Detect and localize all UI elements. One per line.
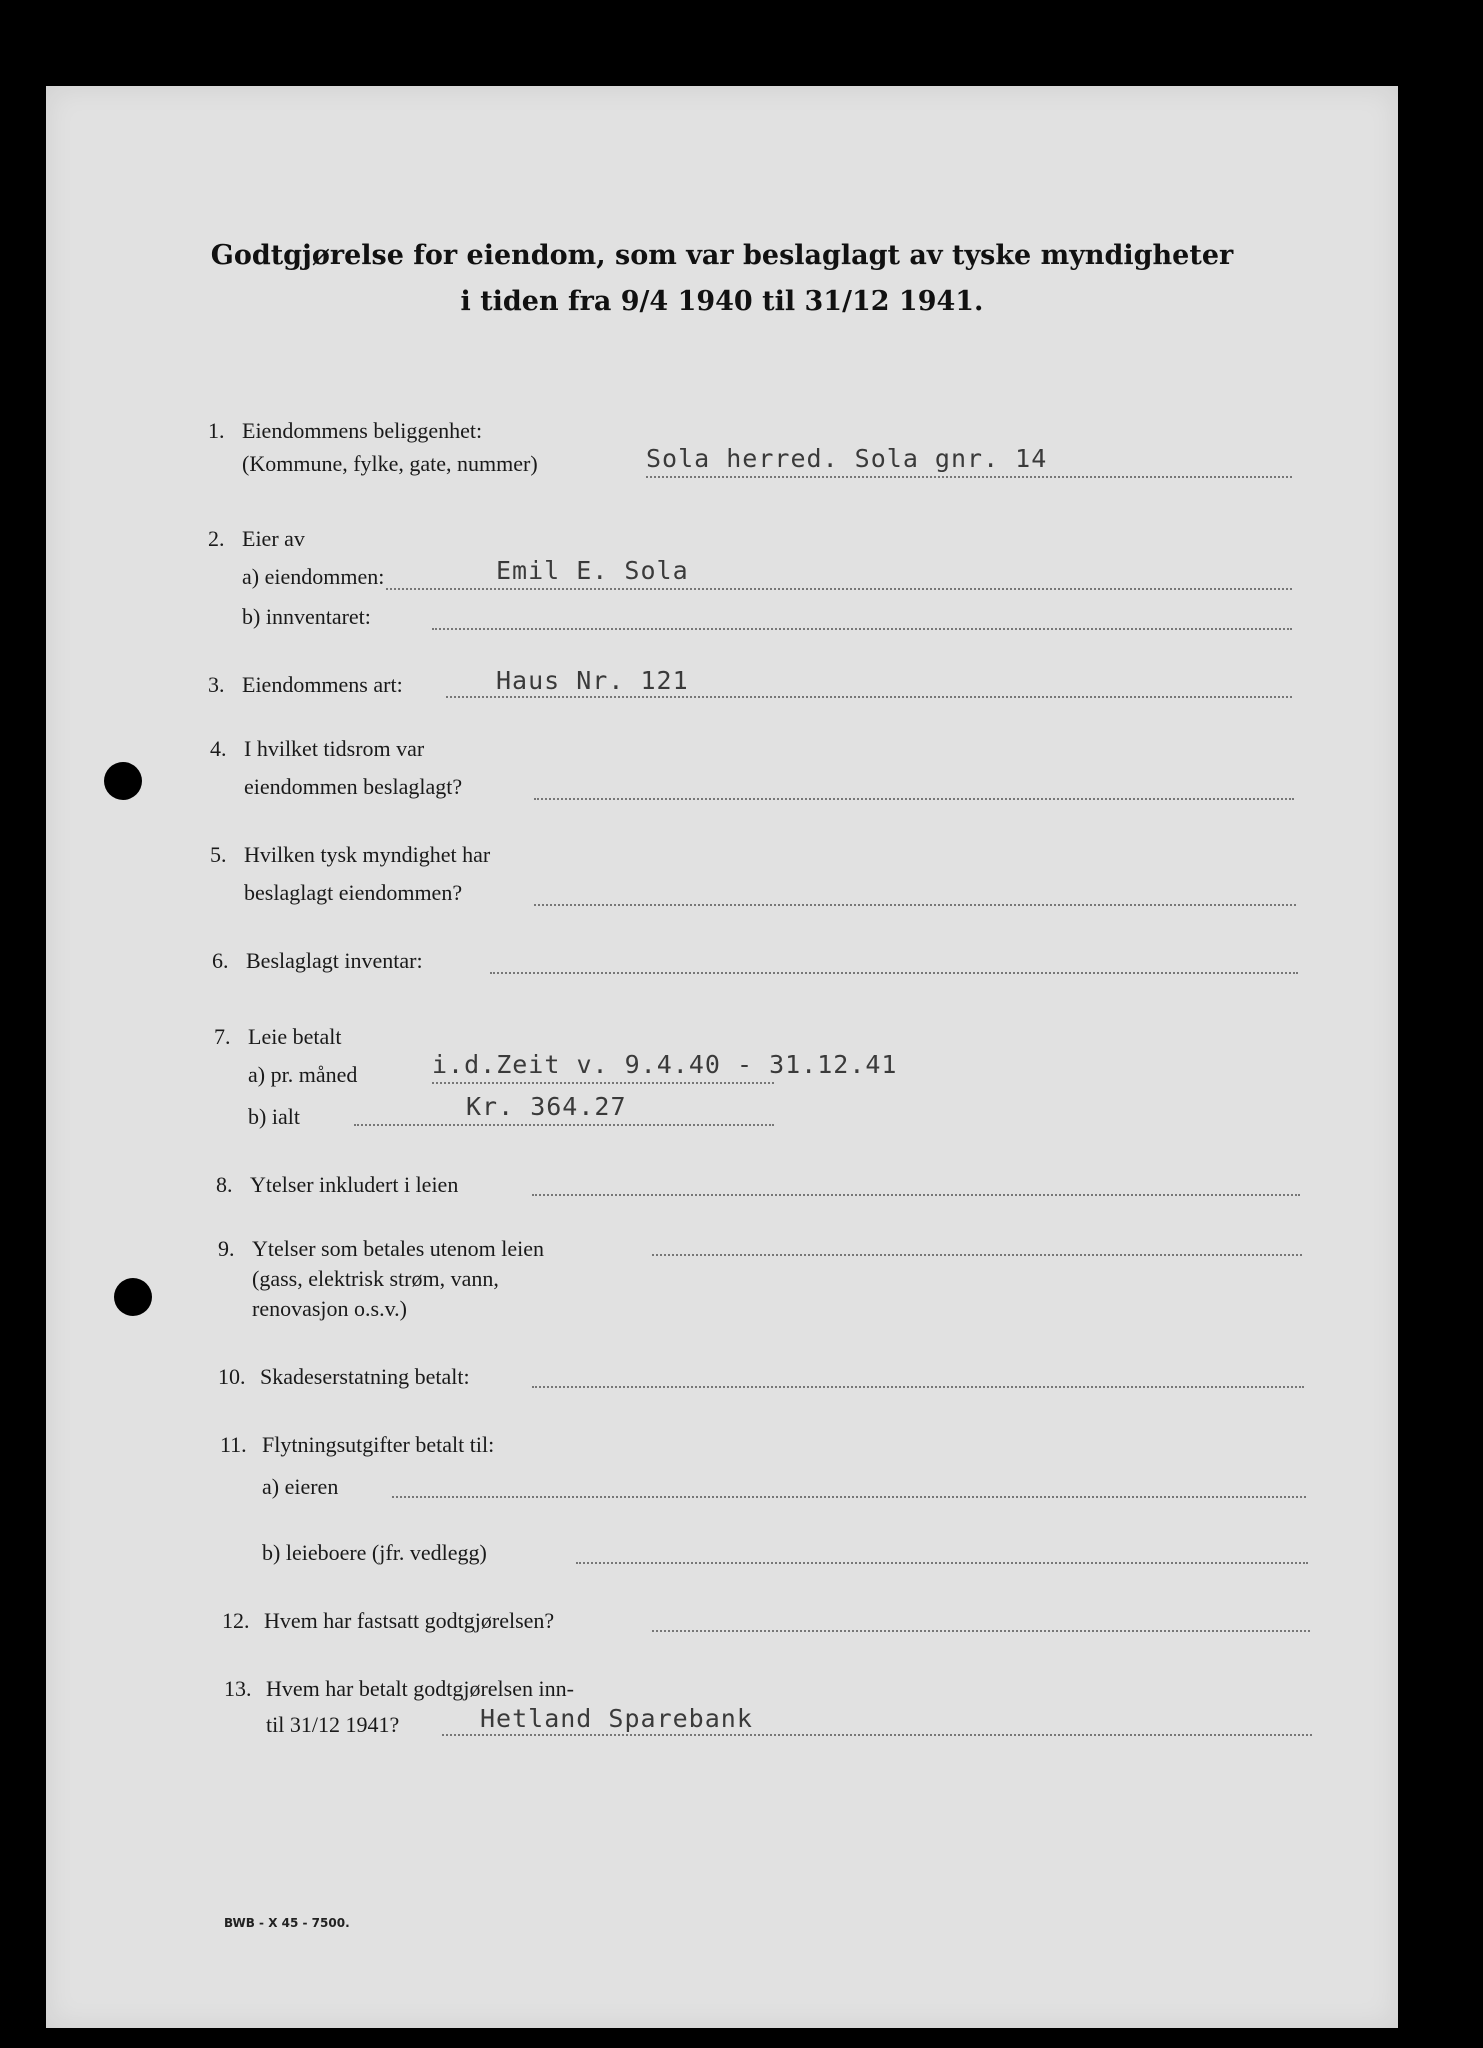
q2a-label: a) eiendommen: xyxy=(242,564,385,589)
q7-label: Leie betalt xyxy=(248,1024,342,1049)
q7a-answer-line xyxy=(432,1082,774,1084)
q1-answer-line xyxy=(646,476,1292,478)
q4-sublabel: eiendommen beslaglagt? xyxy=(244,774,463,799)
q13-label: Hvem har betalt godtgjørelsen inn- xyxy=(266,1676,574,1701)
form-title-line2: i tiden fra 9/4 1940 til 31/12 1941. xyxy=(460,286,984,317)
q10-answer-line xyxy=(532,1386,1304,1388)
q1-number: 1. xyxy=(208,418,225,443)
q11a-answer-line xyxy=(392,1496,1306,1498)
q6-number: 6. xyxy=(212,948,229,973)
q8-answer-line xyxy=(532,1194,1300,1196)
q4-answer-line xyxy=(534,798,1294,800)
q7a-label: a) pr. måned xyxy=(248,1062,358,1087)
q9-sublabel-1: (gass, elektrisk strøm, vann, xyxy=(252,1266,499,1291)
q9-number: 9. xyxy=(218,1236,235,1261)
punch-hole-upper xyxy=(104,762,142,800)
q12-label: Hvem har fastsatt godtgjørelsen? xyxy=(264,1608,555,1633)
q8-number: 8. xyxy=(216,1172,233,1197)
q12-answer-line xyxy=(652,1630,1310,1632)
q5-number: 5. xyxy=(210,842,227,867)
q9-label: Ytelser som betales utenom leien xyxy=(252,1236,545,1261)
q8-label: Ytelser inkludert i leien xyxy=(250,1172,459,1197)
q7b-answer-line xyxy=(354,1124,774,1126)
q13-answer-line xyxy=(442,1734,1312,1736)
q6-label: Beslaglagt inventar: xyxy=(246,948,423,973)
q3-number: 3. xyxy=(208,672,225,697)
q13-sublabel: til 31/12 1941? xyxy=(266,1712,400,1737)
q2-number: 2. xyxy=(208,526,225,551)
punch-hole-lower xyxy=(114,1278,152,1316)
q3-answer: Haus Nr. 121 xyxy=(496,666,689,695)
q5-sublabel: beslaglagt eiendommen? xyxy=(244,880,463,905)
q9-answer-line xyxy=(652,1254,1302,1256)
form-sheet xyxy=(46,86,1398,2028)
q11-number: 11. xyxy=(220,1432,247,1457)
q11a-label: a) eieren xyxy=(262,1474,339,1499)
q7-number: 7. xyxy=(214,1024,231,1049)
q2a-answer: Emil E. Sola xyxy=(496,556,689,585)
q5-answer-line xyxy=(534,904,1296,906)
form-footer-code: BWB - X 45 - 7500. xyxy=(224,1916,350,1930)
form-title-line1: Godtgjørelse for eiendom, som var beslaglagt av tyske myndigheter xyxy=(210,240,1234,271)
q2b-label: b) innventaret: xyxy=(242,604,371,629)
q11b-label: b) leieboere (jfr. vedlegg) xyxy=(262,1540,487,1565)
q7a-answer: i.d.Zeit v. 9.4.40 - 31.12.41 xyxy=(432,1050,898,1079)
q3-answer-line xyxy=(446,696,1292,698)
q7b-answer: Kr. 364.27 xyxy=(466,1092,627,1121)
q11-label: Flytningsutgifter betalt til: xyxy=(262,1432,495,1457)
q1-sublabel: (Kommune, fylke, gate, nummer) xyxy=(242,451,538,476)
q9-sublabel-2: renovasjon o.s.v.) xyxy=(252,1296,407,1321)
q1-answer: Sola herred. Sola gnr. 14 xyxy=(646,444,1048,473)
q13-answer: Hetland Sparebank xyxy=(480,1704,753,1733)
q4-number: 4. xyxy=(210,736,227,761)
q10-label: Skadeserstatning betalt: xyxy=(260,1364,470,1389)
q6-answer-line xyxy=(490,972,1298,974)
q2a-answer-line xyxy=(386,588,1292,590)
q3-label: Eiendommens art: xyxy=(242,672,403,697)
q13-number: 13. xyxy=(224,1676,252,1701)
q12-number: 12. xyxy=(222,1608,250,1633)
q10-number: 10. xyxy=(218,1364,246,1389)
q11b-answer-line xyxy=(576,1562,1308,1564)
q1-label: Eiendommens beliggenhet: xyxy=(242,418,483,443)
q2b-answer-line xyxy=(432,628,1292,630)
q5-label: Hvilken tysk myndighet har xyxy=(244,842,491,867)
q7b-label: b) ialt xyxy=(248,1104,300,1129)
q2-label: Eier av xyxy=(242,526,305,551)
q4-label: I hvilket tidsrom var xyxy=(244,736,425,761)
